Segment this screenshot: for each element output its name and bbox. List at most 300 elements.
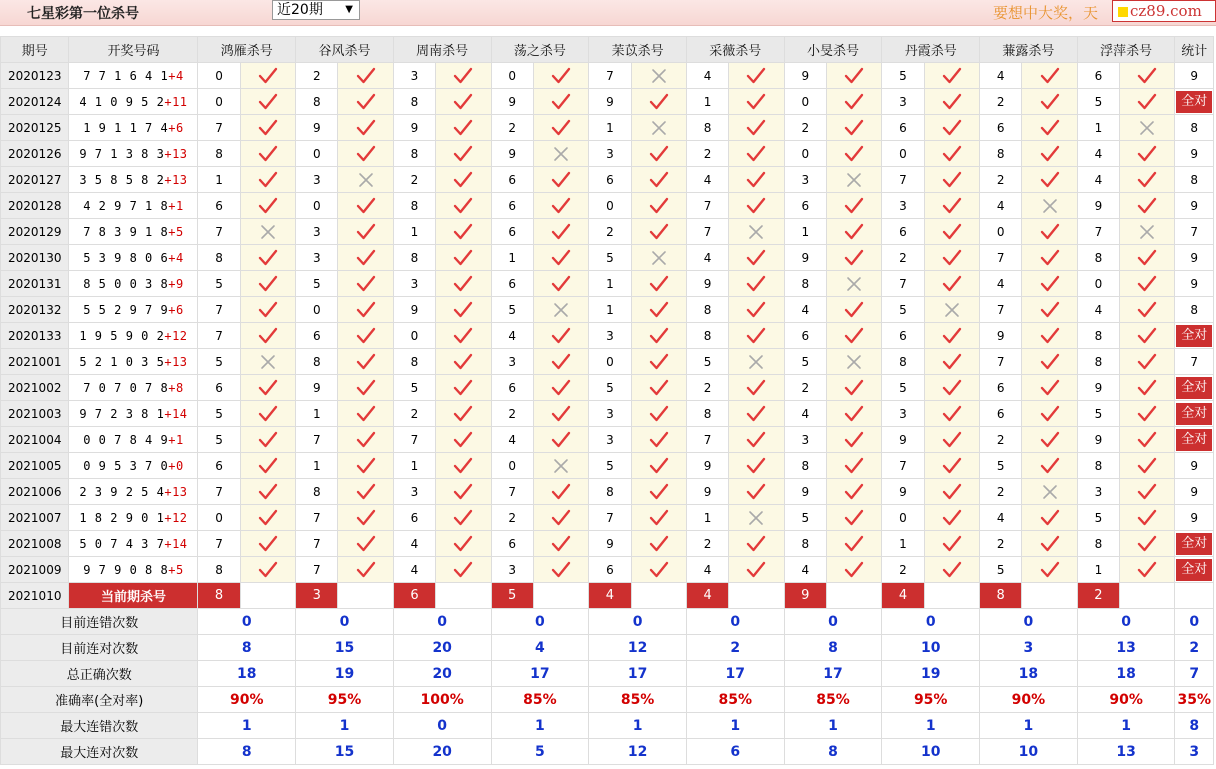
- result-cell: [729, 219, 784, 245]
- result-cell: [436, 271, 491, 297]
- col-expert: 蒹露杀号: [980, 37, 1078, 63]
- pick-cell: 2: [784, 375, 826, 401]
- check-icon: [534, 561, 588, 579]
- result-cell: [436, 375, 491, 401]
- draw-numbers: 5 5 2 9 7 9: [83, 302, 169, 317]
- result-cell: [631, 89, 686, 115]
- pick-cell: 1: [589, 271, 631, 297]
- draw-cell: [69, 349, 198, 375]
- pick-cell: 8: [296, 89, 338, 115]
- result-cell: [631, 505, 686, 531]
- pick-cell: 9: [784, 479, 826, 505]
- current-kill-number: 9: [784, 583, 826, 609]
- issue-cell: 2020129: [1, 219, 69, 245]
- pick-cell: 0: [784, 89, 826, 115]
- check-icon: [632, 483, 686, 501]
- result-cell: [924, 453, 979, 479]
- check-icon: [1022, 249, 1076, 267]
- result-cell: [826, 219, 881, 245]
- stat-cell: [1175, 63, 1214, 89]
- pick-cell: 4: [980, 505, 1022, 531]
- result-cell: [1022, 349, 1077, 375]
- check-icon: [729, 561, 783, 579]
- pick-cell: 7: [882, 271, 924, 297]
- result-cell: [436, 141, 491, 167]
- pick-cell: 2: [589, 219, 631, 245]
- pick-cell: 5: [296, 271, 338, 297]
- col-expert: 苿苡杀号: [589, 37, 687, 63]
- check-icon: [632, 275, 686, 293]
- table-row: [1, 349, 1214, 375]
- check-icon: [241, 327, 295, 345]
- pick-cell: 4: [980, 63, 1022, 89]
- result-cell: [240, 89, 295, 115]
- check-icon: [1022, 509, 1076, 527]
- pick-cell: 8: [393, 193, 435, 219]
- check-icon: [436, 353, 490, 371]
- check-icon: [241, 431, 295, 449]
- pick-cell: 2: [980, 167, 1022, 193]
- pick-cell: 7: [491, 479, 533, 505]
- pick-cell: 1: [1077, 557, 1119, 583]
- draw-cell: [69, 375, 198, 401]
- check-icon: [436, 561, 490, 579]
- issue-cell: 2021006: [1, 479, 69, 505]
- pick-cell: 8: [1077, 323, 1119, 349]
- result-cell: [533, 401, 588, 427]
- result-cell: [240, 245, 295, 271]
- issue-cell: 2021001: [1, 349, 69, 375]
- issue-cell: 2020127: [1, 167, 69, 193]
- cross-icon: [827, 276, 881, 292]
- issue-cell: 2021003: [1, 401, 69, 427]
- current-kill-number: 6: [393, 583, 435, 609]
- check-icon: [436, 509, 490, 527]
- period-select[interactable]: [272, 0, 360, 20]
- pick-cell: 9: [393, 115, 435, 141]
- draw-cell: [69, 505, 198, 531]
- result-cell: [729, 271, 784, 297]
- result-cell: [826, 89, 881, 115]
- pick-cell: 3: [296, 219, 338, 245]
- check-icon: [534, 431, 588, 449]
- summary-value: 100%: [393, 687, 491, 713]
- result-cell: [240, 505, 295, 531]
- table-row: [1, 401, 1214, 427]
- check-icon: [827, 197, 881, 215]
- check-icon: [534, 171, 588, 189]
- summary-value: 1: [589, 713, 687, 739]
- result-cell: [826, 349, 881, 375]
- result-cell: [240, 271, 295, 297]
- blank-cell: [436, 583, 491, 609]
- result-cell: [533, 63, 588, 89]
- check-icon: [534, 353, 588, 371]
- table-row: [1, 297, 1214, 323]
- stat-cell: [1175, 401, 1214, 427]
- check-icon: [534, 93, 588, 111]
- pick-cell: 2: [393, 167, 435, 193]
- summary-value: 90%: [1077, 687, 1175, 713]
- header-row: [1, 37, 1214, 63]
- pick-cell: 4: [784, 297, 826, 323]
- draw-numbers: 5 3 9 8 0 6: [83, 250, 169, 265]
- pick-cell: 7: [198, 115, 240, 141]
- check-icon: [1120, 379, 1174, 397]
- check-icon: [436, 457, 490, 475]
- pick-cell: 8: [1077, 531, 1119, 557]
- check-icon: [436, 145, 490, 163]
- result-cell: [924, 271, 979, 297]
- pick-cell: 0: [589, 349, 631, 375]
- pick-cell: 9: [296, 375, 338, 401]
- result-cell: [436, 63, 491, 89]
- result-cell: [1120, 427, 1175, 453]
- check-icon: [1022, 301, 1076, 319]
- pick-cell: 3: [491, 349, 533, 375]
- stat-cell: [1175, 245, 1214, 271]
- issue-cell: 2020130: [1, 245, 69, 271]
- pick-cell: 3: [882, 401, 924, 427]
- col-expert: 丹霞杀号: [882, 37, 980, 63]
- check-icon: [925, 483, 979, 501]
- pick-cell: 6: [296, 323, 338, 349]
- pick-cell: 6: [589, 167, 631, 193]
- check-icon: [632, 561, 686, 579]
- result-cell: [924, 349, 979, 375]
- check-icon: [338, 379, 392, 397]
- all-right-badge: 全对: [1176, 377, 1212, 399]
- result-cell: [240, 557, 295, 583]
- pick-cell: 4: [1077, 141, 1119, 167]
- pick-cell: 2: [686, 375, 728, 401]
- check-icon: [827, 405, 881, 423]
- result-cell: [631, 193, 686, 219]
- pick-cell: 8: [393, 245, 435, 271]
- result-cell: [729, 505, 784, 531]
- result-cell: [924, 297, 979, 323]
- draw-cell: [69, 427, 198, 453]
- result-cell: [533, 505, 588, 531]
- pick-cell: 8: [198, 141, 240, 167]
- draw-cell: [69, 401, 198, 427]
- draw-numbers: 9 7 2 3 8 1: [79, 406, 165, 421]
- pick-cell: 8: [1077, 349, 1119, 375]
- check-icon: [241, 509, 295, 527]
- check-icon: [827, 535, 881, 553]
- pick-cell: 6: [491, 271, 533, 297]
- current-kill-number: 3: [296, 583, 338, 609]
- pick-cell: 2: [686, 141, 728, 167]
- pick-cell: 9: [980, 323, 1022, 349]
- stat-value: 8: [1190, 302, 1199, 317]
- result-cell: [729, 141, 784, 167]
- check-icon: [1022, 535, 1076, 553]
- pick-cell: 4: [784, 557, 826, 583]
- result-cell: [729, 89, 784, 115]
- issue-cell: 2021004: [1, 427, 69, 453]
- all-right-badge: 全对: [1176, 533, 1212, 555]
- check-icon: [241, 405, 295, 423]
- pick-cell: 7: [980, 245, 1022, 271]
- check-icon: [436, 535, 490, 553]
- pick-cell: 1: [393, 453, 435, 479]
- check-icon: [632, 93, 686, 111]
- check-icon: [729, 301, 783, 319]
- summary-value: 17: [491, 661, 589, 687]
- issue-cell: 2021009: [1, 557, 69, 583]
- result-cell: [1120, 531, 1175, 557]
- pick-cell: 7: [296, 531, 338, 557]
- draw-cell: [69, 141, 198, 167]
- check-icon: [632, 223, 686, 241]
- cross-icon: [534, 302, 588, 318]
- draw-cell: [69, 115, 198, 141]
- col-stat: 统计: [1175, 37, 1214, 63]
- issue-cell: 2020133: [1, 323, 69, 349]
- draw-cell: [69, 557, 198, 583]
- pick-cell: 1: [198, 167, 240, 193]
- result-cell: [240, 479, 295, 505]
- check-icon: [436, 327, 490, 345]
- stat-value: 9: [1190, 68, 1199, 83]
- result-cell: [240, 115, 295, 141]
- check-icon: [827, 145, 881, 163]
- blank-cell: [631, 583, 686, 609]
- stat-value: 9: [1190, 146, 1199, 161]
- top-bar: [0, 0, 1216, 26]
- check-icon: [632, 535, 686, 553]
- result-cell: [1120, 557, 1175, 583]
- all-right-badge: 全对: [1176, 559, 1212, 581]
- pick-cell: 5: [589, 245, 631, 271]
- all-right-badge: 全对: [1176, 429, 1212, 451]
- check-icon: [925, 327, 979, 345]
- blank-cell: [338, 583, 393, 609]
- check-icon: [241, 249, 295, 267]
- pick-cell: 5: [589, 453, 631, 479]
- pick-cell: 4: [393, 531, 435, 557]
- pick-cell: 1: [784, 219, 826, 245]
- pick-cell: 8: [686, 115, 728, 141]
- draw-numbers: 1 8 2 9 0 1: [79, 510, 165, 525]
- cross-icon: [1022, 484, 1076, 500]
- pick-cell: 0: [393, 323, 435, 349]
- pick-cell: 9: [1077, 375, 1119, 401]
- pick-cell: 9: [1077, 193, 1119, 219]
- summary-stat: 2: [1175, 635, 1214, 661]
- draw-numbers: 4 1 0 9 5 2: [79, 94, 165, 109]
- dropdown-arrow-icon: ▼: [345, 4, 353, 15]
- check-icon: [925, 145, 979, 163]
- check-icon: [925, 431, 979, 449]
- pick-cell: 8: [296, 479, 338, 505]
- result-cell: [1022, 167, 1077, 193]
- result-cell: [631, 219, 686, 245]
- result-cell: [1022, 297, 1077, 323]
- stat-cell: [1175, 297, 1214, 323]
- check-icon: [1022, 145, 1076, 163]
- result-cell: [1022, 453, 1077, 479]
- check-icon: [1022, 353, 1076, 371]
- check-icon: [241, 483, 295, 501]
- result-cell: [1022, 557, 1077, 583]
- cross-icon: [729, 510, 783, 526]
- check-icon: [534, 535, 588, 553]
- pick-cell: 4: [1077, 297, 1119, 323]
- check-icon: [827, 119, 881, 137]
- cross-icon: [241, 224, 295, 240]
- result-cell: [729, 167, 784, 193]
- result-cell: [240, 401, 295, 427]
- summary-value: 0: [784, 609, 882, 635]
- pick-cell: 0: [491, 453, 533, 479]
- check-icon: [241, 93, 295, 111]
- result-cell: [1022, 89, 1077, 115]
- check-icon: [436, 223, 490, 241]
- draw-numbers: 1 9 5 9 0 2: [79, 328, 165, 343]
- table-row: [1, 323, 1214, 349]
- all-right-badge: 全对: [1176, 91, 1212, 113]
- result-cell: [436, 427, 491, 453]
- result-cell: [826, 167, 881, 193]
- blank-cell: [1022, 583, 1077, 609]
- summary-value: 15: [296, 739, 394, 765]
- summary-value: 20: [393, 635, 491, 661]
- summary-value: 19: [296, 661, 394, 687]
- result-cell: [1120, 115, 1175, 141]
- blank-cell: [1175, 583, 1214, 609]
- pick-cell: 5: [198, 427, 240, 453]
- table-row: [1, 427, 1214, 453]
- pick-cell: 7: [198, 297, 240, 323]
- pick-cell: 6: [491, 167, 533, 193]
- check-icon: [925, 509, 979, 527]
- result-cell: [338, 115, 393, 141]
- check-icon: [1120, 67, 1174, 85]
- check-icon: [241, 379, 295, 397]
- pick-cell: 7: [393, 427, 435, 453]
- col-expert: 谷风杀号: [296, 37, 394, 63]
- check-icon: [436, 67, 490, 85]
- pick-cell: 1: [296, 401, 338, 427]
- check-icon: [632, 301, 686, 319]
- stat-cell: [1175, 89, 1214, 115]
- check-icon: [925, 249, 979, 267]
- pick-cell: 3: [589, 141, 631, 167]
- draw-extra: +13: [164, 354, 188, 369]
- result-cell: [631, 375, 686, 401]
- stat-value: 9: [1190, 484, 1199, 499]
- draw-numbers: 7 7 1 6 4 1: [83, 68, 169, 83]
- check-icon: [1120, 275, 1174, 293]
- result-cell: [533, 141, 588, 167]
- pick-cell: 0: [980, 219, 1022, 245]
- check-icon: [436, 171, 490, 189]
- table-row: [1, 271, 1214, 297]
- table-row: [1, 531, 1214, 557]
- check-icon: [241, 197, 295, 215]
- pick-cell: 6: [980, 115, 1022, 141]
- result-cell: [338, 219, 393, 245]
- draw-extra: +6: [168, 302, 184, 317]
- pick-cell: 0: [296, 193, 338, 219]
- stat-cell: [1175, 271, 1214, 297]
- check-icon: [1022, 119, 1076, 137]
- blank-cell: [533, 583, 588, 609]
- summary-value: 1: [296, 713, 394, 739]
- pick-cell: 3: [882, 193, 924, 219]
- summary-value: 0: [393, 609, 491, 635]
- pick-cell: 0: [491, 63, 533, 89]
- pick-cell: 2: [980, 89, 1022, 115]
- summary-value: 12: [589, 739, 687, 765]
- summary-row: [1, 713, 1214, 739]
- check-icon: [241, 171, 295, 189]
- result-cell: [338, 141, 393, 167]
- issue-cell: 2020124: [1, 89, 69, 115]
- marquee-text: 要想中大奖，天: [993, 4, 1099, 22]
- check-icon: [436, 379, 490, 397]
- issue-cell: 2020126: [1, 141, 69, 167]
- check-icon: [338, 327, 392, 345]
- check-icon: [338, 431, 392, 449]
- pick-cell: 1: [393, 219, 435, 245]
- pick-cell: 9: [1077, 427, 1119, 453]
- pick-cell: 8: [1077, 245, 1119, 271]
- cross-icon: [1022, 198, 1076, 214]
- pick-cell: 0: [296, 297, 338, 323]
- result-cell: [533, 349, 588, 375]
- draw-numbers: 8 5 0 0 3 8: [83, 276, 169, 291]
- result-cell: [924, 219, 979, 245]
- stat-cell: [1175, 479, 1214, 505]
- summary-value: 17: [784, 661, 882, 687]
- check-icon: [241, 67, 295, 85]
- pick-cell: 7: [589, 63, 631, 89]
- check-icon: [241, 275, 295, 293]
- result-cell: [338, 401, 393, 427]
- pick-cell: 3: [784, 167, 826, 193]
- result-cell: [729, 479, 784, 505]
- result-cell: [729, 245, 784, 271]
- stat-cell: [1175, 219, 1214, 245]
- check-icon: [338, 119, 392, 137]
- result-cell: [1120, 323, 1175, 349]
- site-logo[interactable]: [1112, 0, 1216, 22]
- check-icon: [1022, 379, 1076, 397]
- stat-cell: [1175, 453, 1214, 479]
- result-cell: [436, 89, 491, 115]
- pick-cell: 8: [198, 557, 240, 583]
- draw-cell: [69, 245, 198, 271]
- pick-cell: 5: [589, 375, 631, 401]
- check-icon: [729, 327, 783, 345]
- pick-cell: 4: [980, 271, 1022, 297]
- check-icon: [1022, 405, 1076, 423]
- pick-cell: 1: [686, 505, 728, 531]
- check-icon: [436, 405, 490, 423]
- result-cell: [1022, 219, 1077, 245]
- pick-cell: 5: [198, 401, 240, 427]
- summary-row: [1, 661, 1214, 687]
- result-cell: [436, 349, 491, 375]
- result-cell: [533, 557, 588, 583]
- result-cell: [240, 297, 295, 323]
- draw-extra: +1: [168, 432, 184, 447]
- pick-cell: 0: [296, 141, 338, 167]
- pick-cell: 7: [198, 531, 240, 557]
